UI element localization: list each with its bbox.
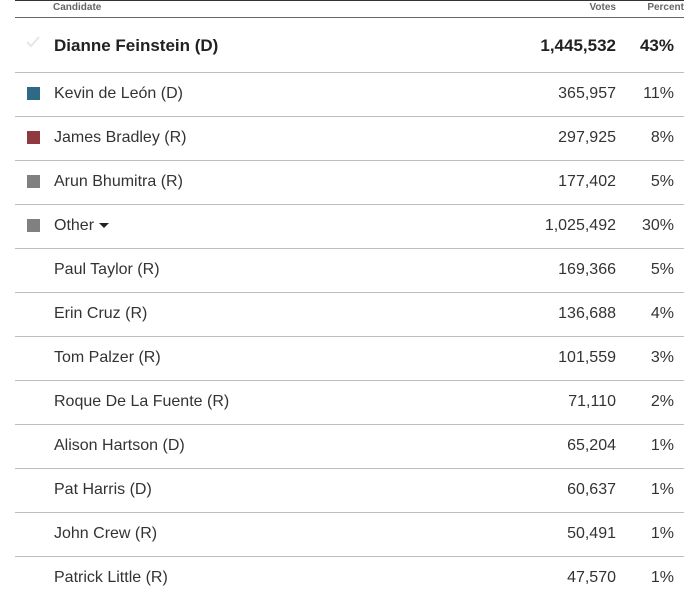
vote-percent: 4%	[650, 305, 674, 322]
candidate-name: Kevin de León (D)	[54, 85, 183, 102]
vote-percent: 1%	[650, 569, 674, 586]
table-row	[15, 381, 684, 425]
table-row-winner	[15, 18, 684, 73]
party-color-swatch	[27, 87, 40, 100]
party-color-swatch	[27, 219, 40, 232]
vote-count: 177,402	[558, 173, 616, 190]
vote-count: 136,688	[558, 305, 616, 322]
table-row	[15, 513, 684, 557]
other-toggle[interactable]	[54, 217, 109, 235]
table-row	[15, 117, 684, 161]
table-header	[15, 0, 684, 18]
candidate-name: Dianne Feinstein (D)	[54, 36, 219, 55]
vote-percent: 11%	[643, 85, 674, 102]
vote-count: 60,637	[567, 481, 616, 498]
candidate-column-header: Candidate	[53, 2, 102, 13]
vote-count: 169,366	[558, 261, 616, 278]
candidate-name: James Bradley (R)	[54, 129, 187, 146]
caret-down-icon[interactable]	[99, 223, 109, 228]
party-color-swatch	[27, 131, 40, 144]
vote-count: 1,445,532	[540, 36, 616, 55]
vote-count: 1,025,492	[544, 217, 616, 234]
vote-percent: 30%	[641, 217, 674, 234]
candidate-name: Roque De La Fuente (R)	[54, 393, 230, 410]
vote-count: 65,204	[567, 437, 616, 454]
table-row-other[interactable]	[15, 205, 684, 249]
vote-count: 365,957	[558, 85, 616, 102]
candidate-name: Paul Taylor (R)	[54, 261, 160, 278]
vote-percent: 1%	[650, 525, 674, 542]
table-row	[15, 557, 684, 601]
vote-count: 71,110	[568, 393, 616, 410]
table-row	[15, 425, 684, 469]
table-row	[15, 469, 684, 513]
table-row	[15, 337, 684, 381]
vote-percent: 2%	[650, 393, 674, 410]
vote-count: 101,559	[558, 349, 616, 366]
candidate-name: Patrick Little (R)	[54, 569, 168, 586]
table-row	[15, 161, 684, 205]
vote-percent: 8%	[650, 129, 674, 146]
candidate-name: Erin Cruz (R)	[54, 305, 148, 322]
check-icon	[26, 36, 40, 48]
table-row	[15, 73, 684, 117]
vote-percent: 5%	[650, 261, 674, 278]
table-row	[15, 249, 684, 293]
vote-percent: 43%	[639, 36, 674, 55]
results-table	[15, 0, 684, 601]
candidate-name: Tom Palzer (R)	[54, 349, 161, 366]
vote-percent: 1%	[650, 481, 674, 498]
party-color-swatch	[27, 175, 40, 188]
vote-count: 297,925	[558, 129, 616, 146]
candidate-name: Alison Hartson (D)	[54, 437, 185, 454]
vote-percent: 1%	[650, 437, 674, 454]
vote-percent: 5%	[650, 173, 674, 190]
candidate-name: Arun Bhumitra (R)	[54, 173, 183, 190]
table-row	[15, 293, 684, 337]
votes-column-header: Votes	[589, 2, 616, 13]
candidate-name: Other	[54, 217, 95, 234]
vote-count: 50,491	[567, 525, 616, 542]
candidate-name: Pat Harris (D)	[54, 481, 152, 498]
candidate-name: John Crew (R)	[54, 525, 158, 542]
vote-count: 47,570	[567, 569, 616, 586]
percent-column-header: Percent	[647, 2, 684, 13]
vote-percent: 3%	[650, 349, 674, 366]
